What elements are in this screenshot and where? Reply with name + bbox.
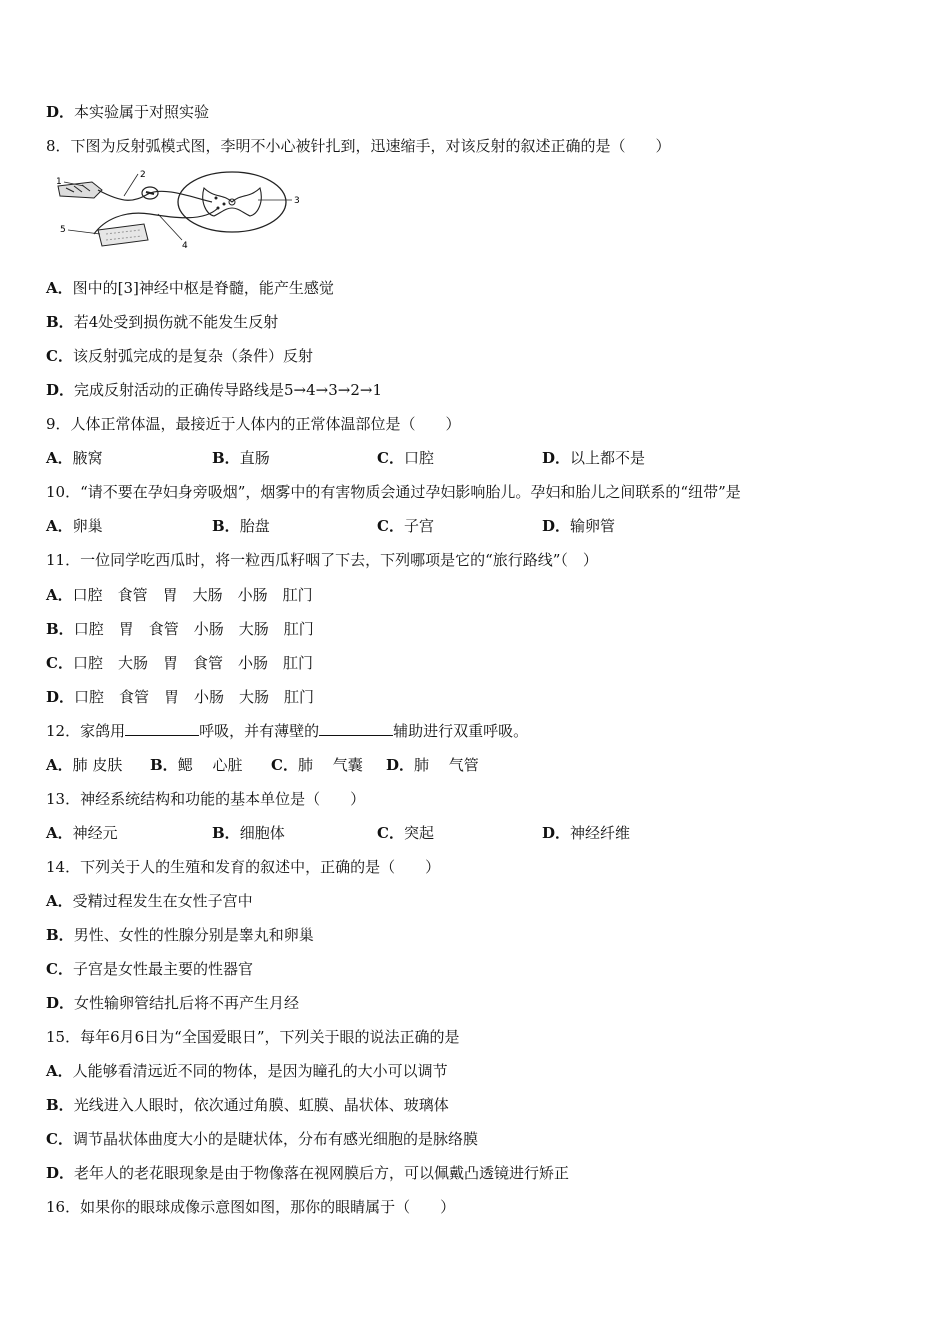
option-text: 子宫 [403,517,434,535]
option-text: 口腔 大肠 胃 食管 小肠 肛门 [72,654,313,672]
q13-option-a [46,823,118,843]
q10-option-c [377,516,434,536]
q12-option-c [271,755,363,775]
option-letter: B． [212,517,240,535]
q15-option-a [46,1061,448,1081]
option-text: 本实验属于对照实验 [74,103,210,121]
option-text: 光线进入人眼时，依次通过角膜、虹膜、晶状体、玻璃体 [73,1096,449,1114]
option-letter: B． [212,824,240,842]
q10-stem: 10．“请不要在孕妇身旁吸烟”，烟雾中的有害物质会通过孕妇影响胎儿。孕妇和胎儿之间联系的“纽带”是 [46,483,741,501]
option-letter: D． [542,449,571,467]
option-letter: A． [46,586,73,604]
option-text: 肺 气囊 [297,756,363,774]
option-text: 子宫是女性最主要的性器官 [72,960,253,978]
q14-option-a [46,891,253,911]
option-text: 完成反射活动的正确传导路线是5→4→3→2→1 [74,381,383,399]
q15-option-b [46,1095,449,1115]
option-letter: D． [542,517,571,535]
option-letter: B． [150,756,178,774]
q13-option-c [377,823,434,843]
option-letter: D． [46,381,75,399]
option-letter: A． [46,449,73,467]
answer-blank[interactable] [319,721,393,736]
option-letter: A． [46,756,73,774]
q12-option-a [46,755,122,775]
q8-stem: 8．下图为反射弧模式图，李明不小心被针扎到，迅速缩手，对该反射的叙述正确的是（ ） [46,137,671,155]
option-text: 直肠 [239,449,270,467]
option-text: 鳃 心脏 [177,756,243,774]
option-letter: A． [46,517,73,535]
q7-option-d [46,102,209,122]
option-letter: C． [271,756,298,774]
reflex-arc-figure [54,168,304,250]
q16-stem: 16．如果你的眼球成像示意图如图，那你的眼睛属于（ ） [46,1198,456,1216]
q10-option-b [212,516,270,536]
stem-text: 12．家鸽用 [46,722,126,740]
q11-option-b [46,619,314,639]
option-letter: D． [46,1164,75,1182]
q14-option-d [46,993,299,1013]
option-letter: D． [46,103,75,121]
q8-option-a [46,278,334,298]
option-letter: B． [212,449,240,467]
q9-stem: 9．人体正常体温，最接近于人体内的正常体温部位是（ ） [46,415,461,433]
option-letter: C． [377,449,404,467]
q8-option-c [46,346,313,366]
answer-blank[interactable] [125,721,199,736]
option-text: 受精过程发生在女性子宫中 [72,892,253,910]
q12-stem [46,721,528,741]
q10-option-d [542,516,615,536]
option-text: 该反射弧完成的是复杂（条件）反射 [72,347,313,365]
figure-label-2: 2 [140,170,146,180]
q9-option-b [212,448,270,468]
option-text: 女性输卵管结扎后将不再产生月经 [74,994,300,1012]
option-text: 以上都不是 [570,449,646,467]
q15-option-c [46,1129,478,1149]
option-text: 神经纤维 [570,824,631,842]
option-letter: A． [46,279,73,297]
option-text: 图中的[3]神经中枢是脊髓，能产生感觉 [72,279,334,297]
option-text: 输卵管 [570,517,616,535]
q9-option-a [46,448,103,468]
q14-option-b [46,925,314,945]
q11-stem: 11．一位同学吃西瓜时，将一粒西瓜籽咽了下去，下列哪项是它的“旅行路线”（ ） [46,551,598,569]
option-text: 口腔 [403,449,434,467]
option-text: 调节晶状体曲度大小的是睫状体，分布有感光细胞的是脉络膜 [72,1130,478,1148]
option-letter: A． [46,824,73,842]
q13-option-b [212,823,285,843]
option-letter: B． [46,1096,74,1114]
option-text: 突起 [403,824,434,842]
q12-option-d [386,755,479,775]
option-text: 口腔 食管 胃 小肠 大肠 肛门 [74,688,315,706]
option-text: 口腔 食管 胃 大肠 小肠 肛门 [72,586,313,604]
option-letter: B． [46,313,74,331]
q10-option-a [46,516,103,536]
option-text: 神经元 [72,824,118,842]
q13-stem: 13．神经系统结构和功能的基本单位是（ ） [46,790,366,808]
stem-text: 呼吸，并有薄壁的 [199,722,320,740]
option-letter: A． [46,1062,73,1080]
q11-option-c [46,653,313,673]
option-text: 老年人的老花眼现象是由于物像落在视网膜后方，可以佩戴凸透镜进行矫正 [74,1164,570,1182]
figure-label-1: 1 [56,177,62,187]
q11-option-d [46,687,314,707]
option-letter: D． [386,756,415,774]
q8-option-d [46,380,382,400]
option-text: 人能够看清远近不同的物体，是因为瞳孔的大小可以调节 [72,1062,448,1080]
option-text: 男性、女性的性腺分别是睾丸和卵巢 [73,926,314,944]
q14-option-c [46,959,253,979]
q15-option-d [46,1163,569,1183]
option-text: 胎盘 [239,517,270,535]
q8-option-b [46,312,278,332]
q9-option-c [377,448,434,468]
option-letter: B． [46,926,74,944]
option-text: 卵巢 [72,517,103,535]
option-letter: C． [46,654,73,672]
stem-text: 辅助进行双重呼吸。 [393,722,529,740]
option-letter: C． [46,960,73,978]
figure-label-5: 5 [60,225,66,235]
figure-label-4: 4 [182,241,188,250]
option-letter: B． [46,620,74,638]
option-text: 腋窝 [72,449,103,467]
option-letter: C． [377,824,404,842]
option-letter: D． [542,824,571,842]
option-letter: C． [377,517,404,535]
q14-stem: 14．下列关于人的生殖和发育的叙述中，正确的是（ ） [46,858,441,876]
q12-option-b [150,755,242,775]
option-letter: D． [46,688,75,706]
option-letter: A． [46,892,73,910]
option-text: 口腔 胃 食管 小肠 大肠 肛门 [73,620,314,638]
q9-option-d [542,448,645,468]
q15-stem: 15．每年6月6日为“全国爱眼日”，下列关于眼的说法正确的是 [46,1028,460,1046]
option-text: 肺 气管 [414,756,479,774]
option-text: 若4处受到损伤就不能发生反射 [73,313,279,331]
option-letter: D． [46,994,75,1012]
q13-option-d [542,823,630,843]
option-letter: C． [46,1130,73,1148]
figure-label-3: 3 [294,196,300,206]
option-text: 肺 皮肤 [72,756,123,774]
q11-option-a [46,585,313,605]
option-text: 细胞体 [239,824,285,842]
option-letter: C． [46,347,73,365]
